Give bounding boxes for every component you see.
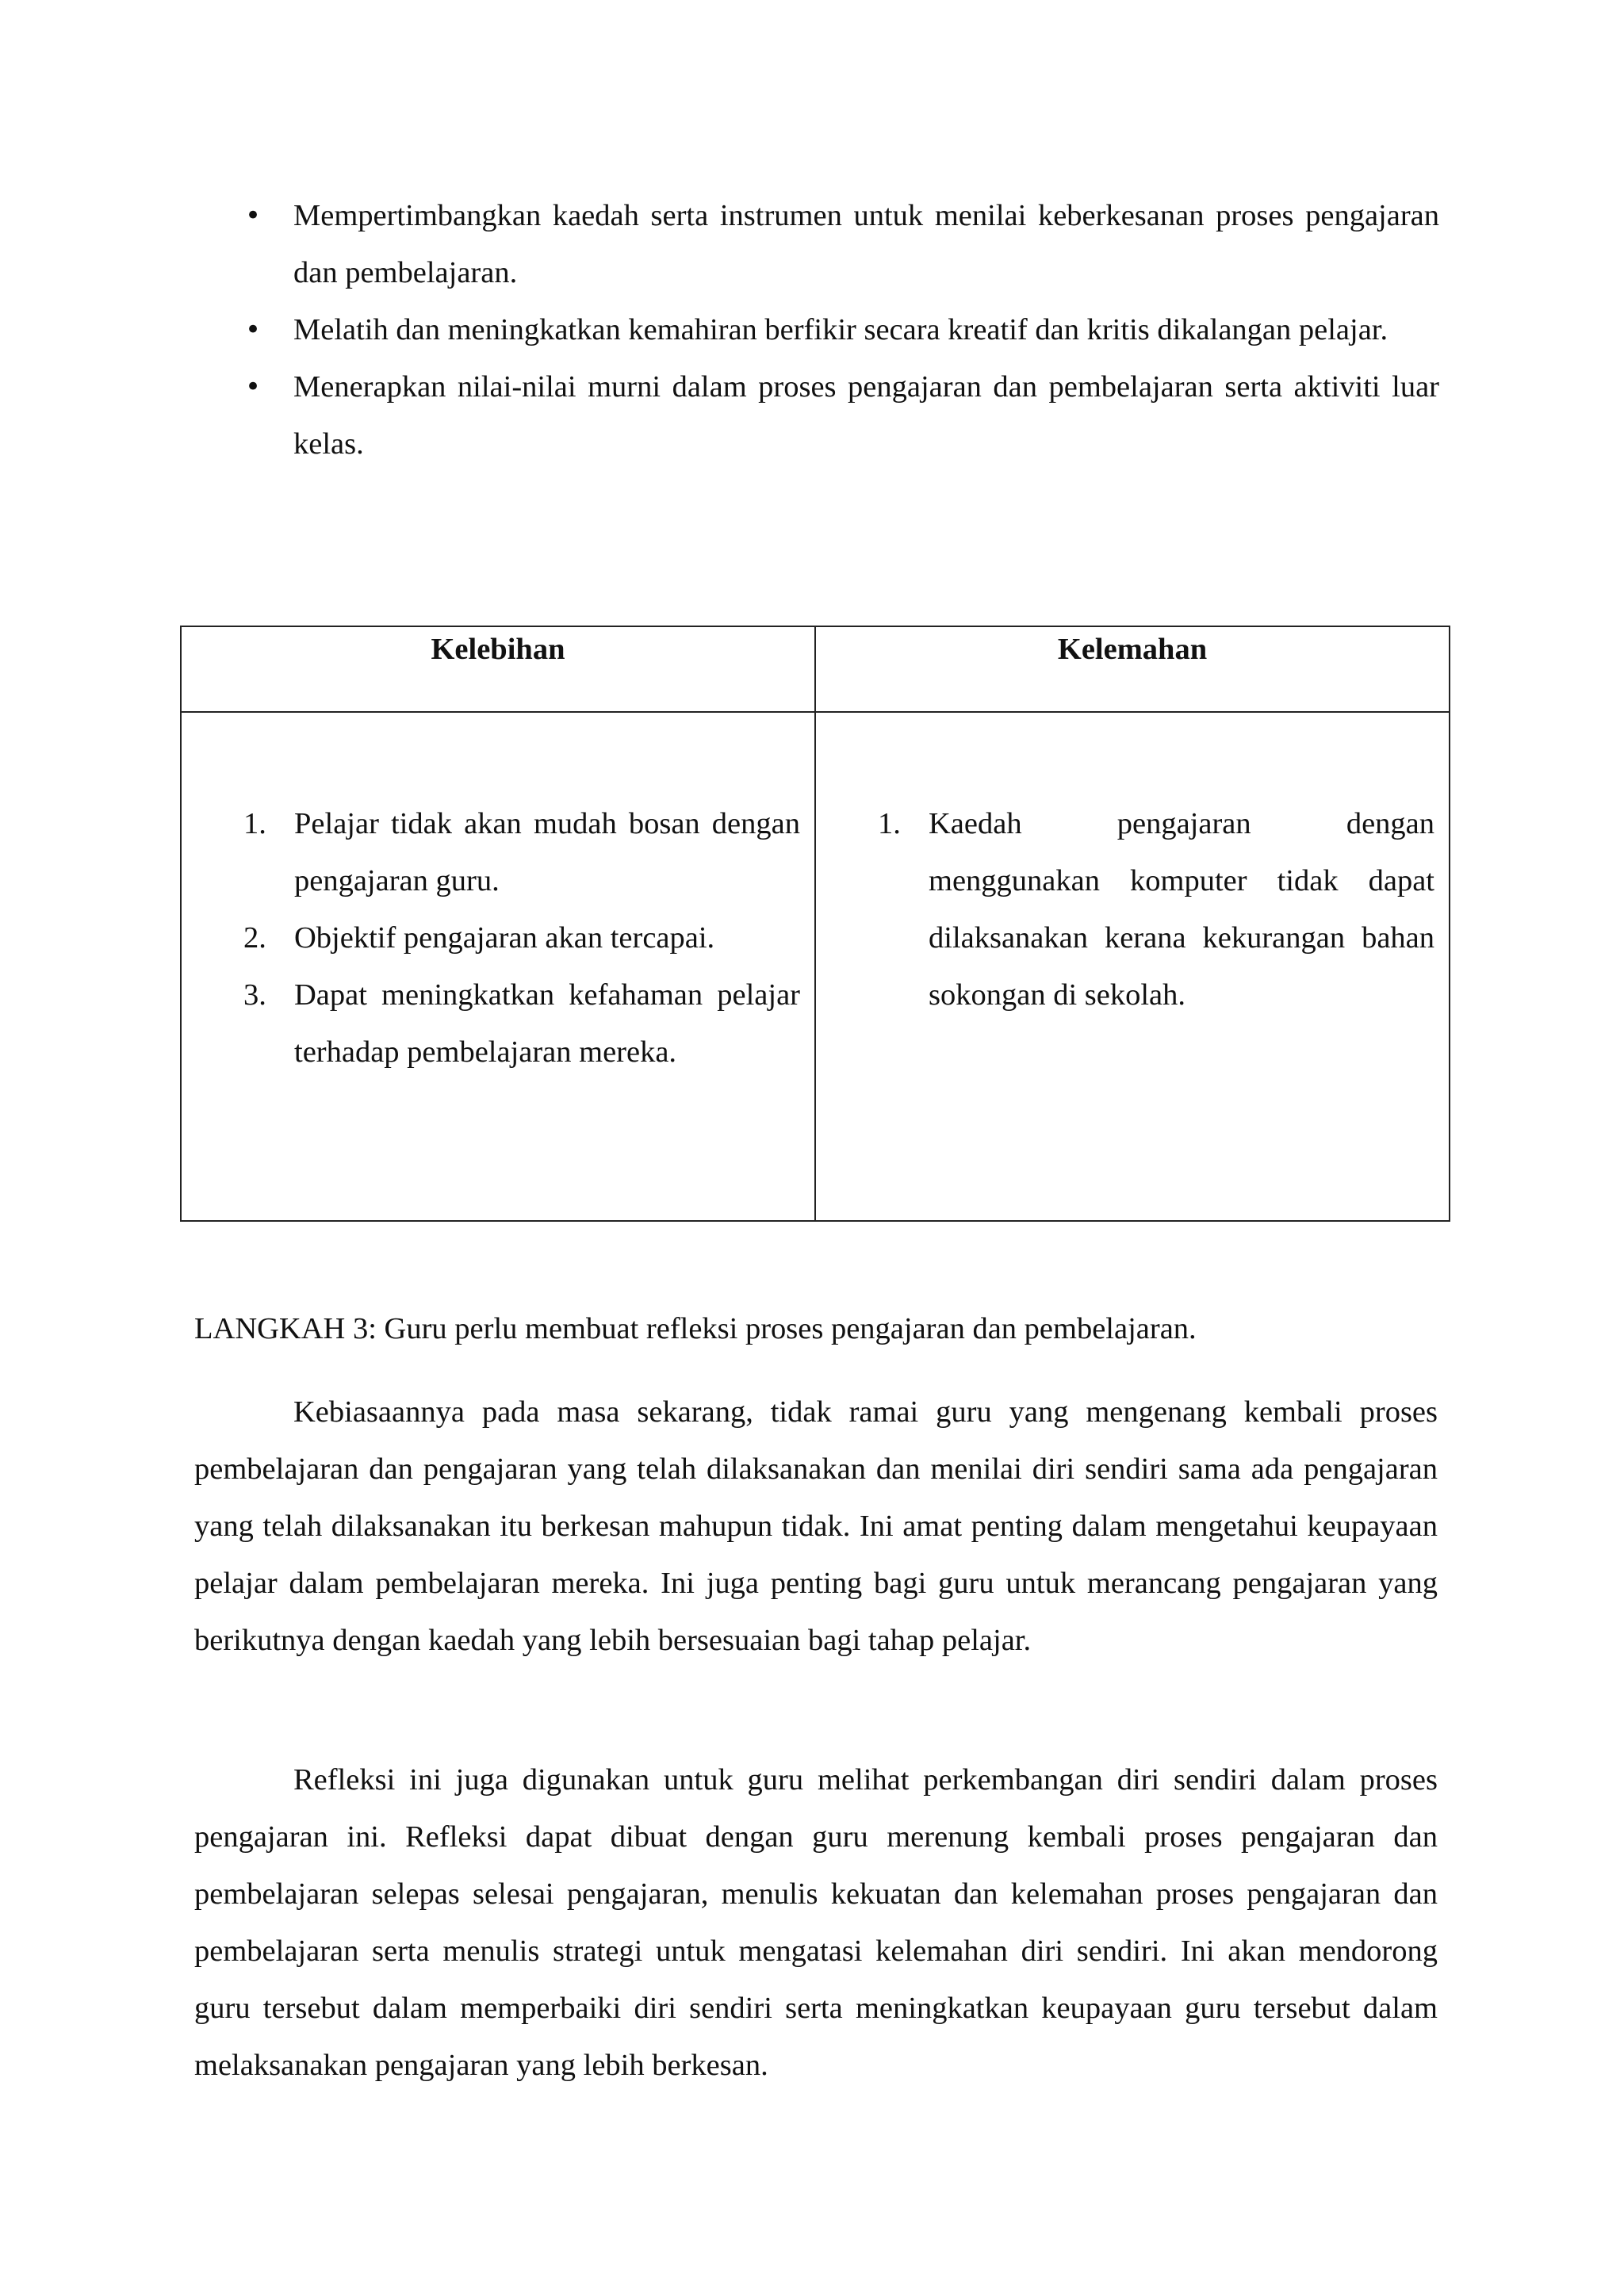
list-item: [243, 909, 800, 966]
list-item: [878, 795, 1434, 1024]
list-item-text: Objektif pengajaran akan tercapai.: [294, 921, 715, 955]
advantages-disadvantages-table: [180, 626, 1450, 1222]
list-number: 3.: [243, 978, 266, 1012]
bullet-item: • Mempertimbangkan kaedah serta instrumen untuk menilai keberkesanan proses pengajaran dan pembelajaran.: [194, 187, 1439, 301]
table-row: [181, 712, 1450, 1221]
paragraph: Refleksi ini juga digunakan untuk guru melihat perkembangan diri sendiri dalam proses pengajaran ini. Refleksi dapat dibuat dengan guru merenung kembali proses pengajaran dan pembelajaran selepas selesai pengajaran, menulis kekuatan dan kelemahan proses pengajaran dan pembelajaran serta menulis strategi untuk mengatasi kelemahan diri sendiri. Ini akan mendorong guru tersebut dalam memperbaiki diri sendiri serta meningkatkan keupayaan guru tersebut dalam melaksanakan pengajaran yang lebih berkesan.: [194, 1763, 1438, 2082]
bullet-item: • Menerapkan nilai-nilai murni dalam proses pengajaran dan pembelajaran serta aktiviti luar kelas.: [194, 358, 1439, 473]
paragraph: Kebiasaannya pada masa sekarang, tidak ramai guru yang mengenang kembali proses pembelajaran dan pengajaran yang telah dilaksanakan dan menilai diri sendiri sama ada pengajaran yang telah dilaksanakan itu berkesan mahupun tidak. Ini amat penting dalam mengetahui keupayaan pelajar dalam pembelajaran mereka. Ini juga penting bagi guru untuk merancang pengajaran yang berikutnya dengan kaedah yang lebih bersesuaian bagi tahap pelajar.: [194, 1395, 1438, 1657]
header-kelemahan: Kelemahan: [815, 626, 1450, 712]
list-item: [243, 966, 800, 1081]
list-item-text: Kaedah pengajaran dengan menggunakan komputer tidak dapat dilaksanakan kerana kekurangan bahan sokongan di sekolah.: [929, 807, 1434, 1012]
list-item-text: Pelajar tidak akan mudah bosan dengan pengajaran guru.: [294, 807, 800, 897]
kelemahan-list: [878, 795, 1434, 1024]
list-number: 2.: [243, 921, 266, 955]
kelebihan-list: [243, 795, 800, 1081]
kelemahan-cell: [815, 712, 1450, 1221]
list-number: 1.: [243, 807, 266, 840]
list-item: [243, 795, 800, 909]
header-kelebihan: Kelebihan: [181, 626, 815, 712]
bullet-item: • Melatih dan meningkatkan kemahiran berfikir secara kreatif dan kritis dikalangan pelajar.: [194, 301, 1439, 358]
objectives-bullet-list: [194, 187, 1439, 473]
table-header-row: [181, 626, 1450, 712]
list-item-text: Dapat meningkatkan kefahaman pelajar terhadap pembelajaran mereka.: [294, 978, 800, 1069]
list-number: 1.: [878, 807, 901, 840]
kelebihan-cell: [181, 712, 815, 1221]
step-heading: LANGKAH 3: Guru perlu membuat refleksi proses pengajaran dan pembelajaran.: [194, 1312, 1197, 1345]
